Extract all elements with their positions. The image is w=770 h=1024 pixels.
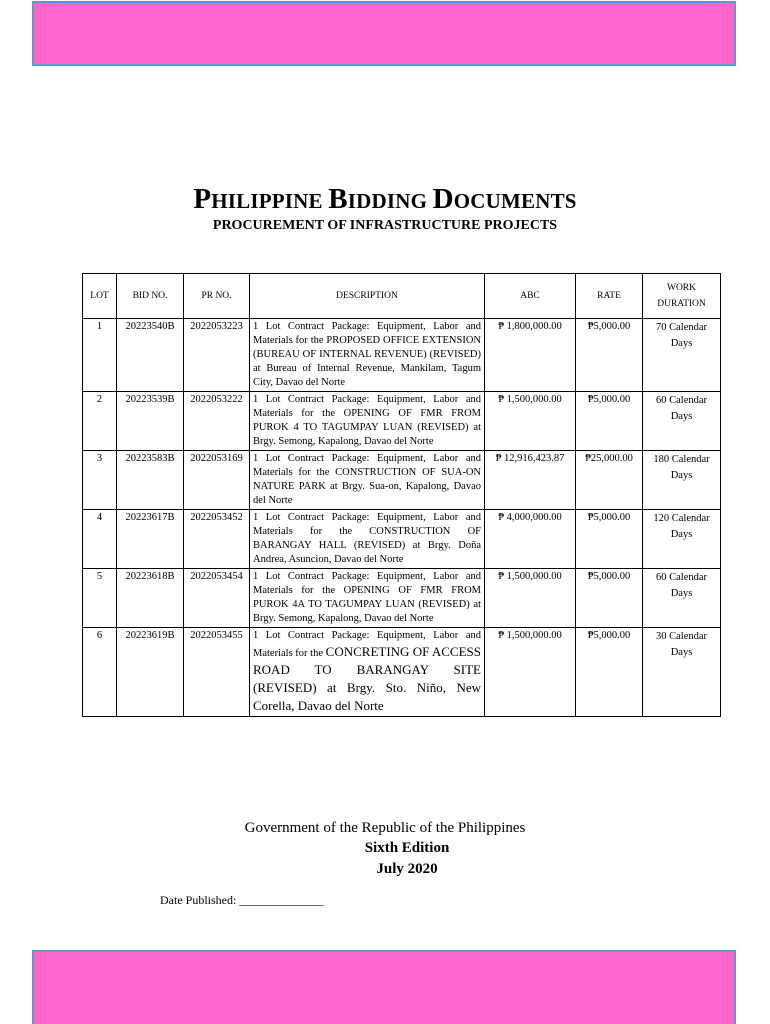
- government-name: Government of the Republic of the Philippines: [244, 820, 526, 836]
- cell-description: 1 Lot Contract Package: Equipment, Labor and Materials for the CONSTRUCTION OF BARANGAY HALL (REVISED) at Brgy. Doña Andrea, Asuncion, Davao del Norte: [250, 510, 485, 569]
- cell-bid-no: 20223583B: [117, 451, 184, 510]
- cell-description: 1 Lot Contract Package: Equipment, Labor and Materials for the CONSTRUCTION OF SUA-ON NATURE PARK at Brgy. Sua-on, Kapalong, Davao del Norte: [250, 451, 485, 510]
- cell-pr-no: 2022053222: [184, 392, 250, 451]
- cell-bid-no: 20223540B: [117, 319, 184, 392]
- cell-pr-no: 2022053452: [184, 510, 250, 569]
- cell-description: 1 Lot Contract Package: Equipment, Labor and Materials for the PROPOSED OFFICE EXTENSION (BUREAU OF INTERNAL REVENUE) (REVISED) at Bureau of Internal Revenue, Mankilam, Tagum City, Davao del Norte: [250, 319, 485, 392]
- title-word-hilippine: HILIPPINE: [211, 189, 329, 213]
- header-bid-no: BID NO.: [117, 274, 184, 319]
- cell-bid-no: 20223618B: [117, 569, 184, 628]
- table-header-row: [83, 274, 721, 319]
- cell-pr-no: 2022053455: [184, 628, 250, 717]
- cell-lot: 3: [83, 451, 117, 510]
- cell-duration: 180 Calendar Days: [643, 451, 721, 510]
- cell-rate: ₱5,000.00: [576, 319, 643, 392]
- cell-rate: ₱5,000.00: [576, 628, 643, 717]
- cell-duration: 120 Calendar Days: [643, 510, 721, 569]
- cell-rate: ₱25,000.00: [576, 451, 643, 510]
- cell-lot: 2: [83, 392, 117, 451]
- cell-duration: 70 Calendar Days: [643, 319, 721, 392]
- cell-bid-no: 20223617B: [117, 510, 184, 569]
- edition-date: July 2020: [376, 861, 438, 877]
- cell-rate: ₱5,000.00: [576, 569, 643, 628]
- table-row: [83, 628, 721, 717]
- header-lot: LOT: [83, 274, 117, 319]
- header-abc: ABC: [485, 274, 576, 319]
- cell-duration: 60 Calendar Days: [643, 569, 721, 628]
- table-row: [83, 510, 721, 569]
- cell-abc: ₱ 1,500,000.00: [485, 569, 576, 628]
- cell-bid-no: 20223539B: [117, 392, 184, 451]
- cell-abc: ₱ 1,500,000.00: [485, 628, 576, 717]
- cell-rate: ₱5,000.00: [576, 392, 643, 451]
- cell-lot: 4: [83, 510, 117, 569]
- header-work-duration: WORK DURATION: [643, 274, 721, 319]
- cell-description: 1 Lot Contract Package: Equipment, Labor and Materials for the OPENING OF FMR FROM PUROK 4A TO TAGUMPAY LUAN (REVISED) at Brgy. Semong, Kapalong, Davao del Norte: [250, 569, 485, 628]
- cell-abc: ₱ 12,916,423.87: [485, 451, 576, 510]
- description-tail: CONCRETING OF ACCESS ROAD TO BARANGAY SITE (REVISED) at Brgy. Sto. Niño, New Corella, Davao del Norte: [253, 644, 481, 713]
- cell-pr-no: 2022053454: [184, 569, 250, 628]
- document-title: [0, 183, 770, 216]
- cell-bid-no: 20223619B: [117, 628, 184, 717]
- title-initial-p: P: [193, 183, 212, 215]
- table-row: [83, 392, 721, 451]
- description-head: 1 Lot Contract Package: Equipment, Labor and Materials for the: [253, 630, 481, 659]
- title-initial-d: D: [432, 183, 454, 215]
- title-initial-b: B: [328, 183, 348, 215]
- title-word-ocuments: OCUMENTS: [453, 189, 577, 213]
- date-published: Date Published: ______________: [160, 893, 324, 907]
- cell-abc: ₱ 1,500,000.00: [485, 392, 576, 451]
- table-row: [83, 319, 721, 392]
- table-row: [83, 451, 721, 510]
- cell-lot: 5: [83, 569, 117, 628]
- bottom-pink-banner: [32, 950, 736, 1024]
- cell-description: [250, 628, 485, 717]
- header-rate: RATE: [576, 274, 643, 319]
- top-pink-banner: [32, 1, 736, 66]
- cell-lot: 1: [83, 319, 117, 392]
- edition: Sixth Edition: [364, 840, 450, 856]
- cell-abc: ₱ 4,000,000.00: [485, 510, 576, 569]
- cell-duration: 30 Calendar Days: [643, 628, 721, 717]
- cell-description: 1 Lot Contract Package: Equipment, Labor and Materials for the OPENING OF FMR FROM PUROK 4 TO TAGUMPAY LUAN (REVISED) at Brgy. Semong, Kapalong, Davao del Norte: [250, 392, 485, 451]
- cell-pr-no: 2022053169: [184, 451, 250, 510]
- cell-lot: 6: [83, 628, 117, 717]
- cell-pr-no: 2022053223: [184, 319, 250, 392]
- cell-rate: ₱5,000.00: [576, 510, 643, 569]
- cell-duration: 60 Calendar Days: [643, 392, 721, 451]
- header-pr-no: PR NO.: [184, 274, 250, 319]
- table-row: [83, 569, 721, 628]
- cell-abc: ₱ 1,800,000.00: [485, 319, 576, 392]
- document-subtitle: PROCUREMENT OF INFRASTRUCTURE PROJECTS: [212, 218, 558, 233]
- header-description: DESCRIPTION: [250, 274, 485, 319]
- title-word-idding: IDDING: [347, 189, 433, 213]
- bid-table: [82, 273, 721, 717]
